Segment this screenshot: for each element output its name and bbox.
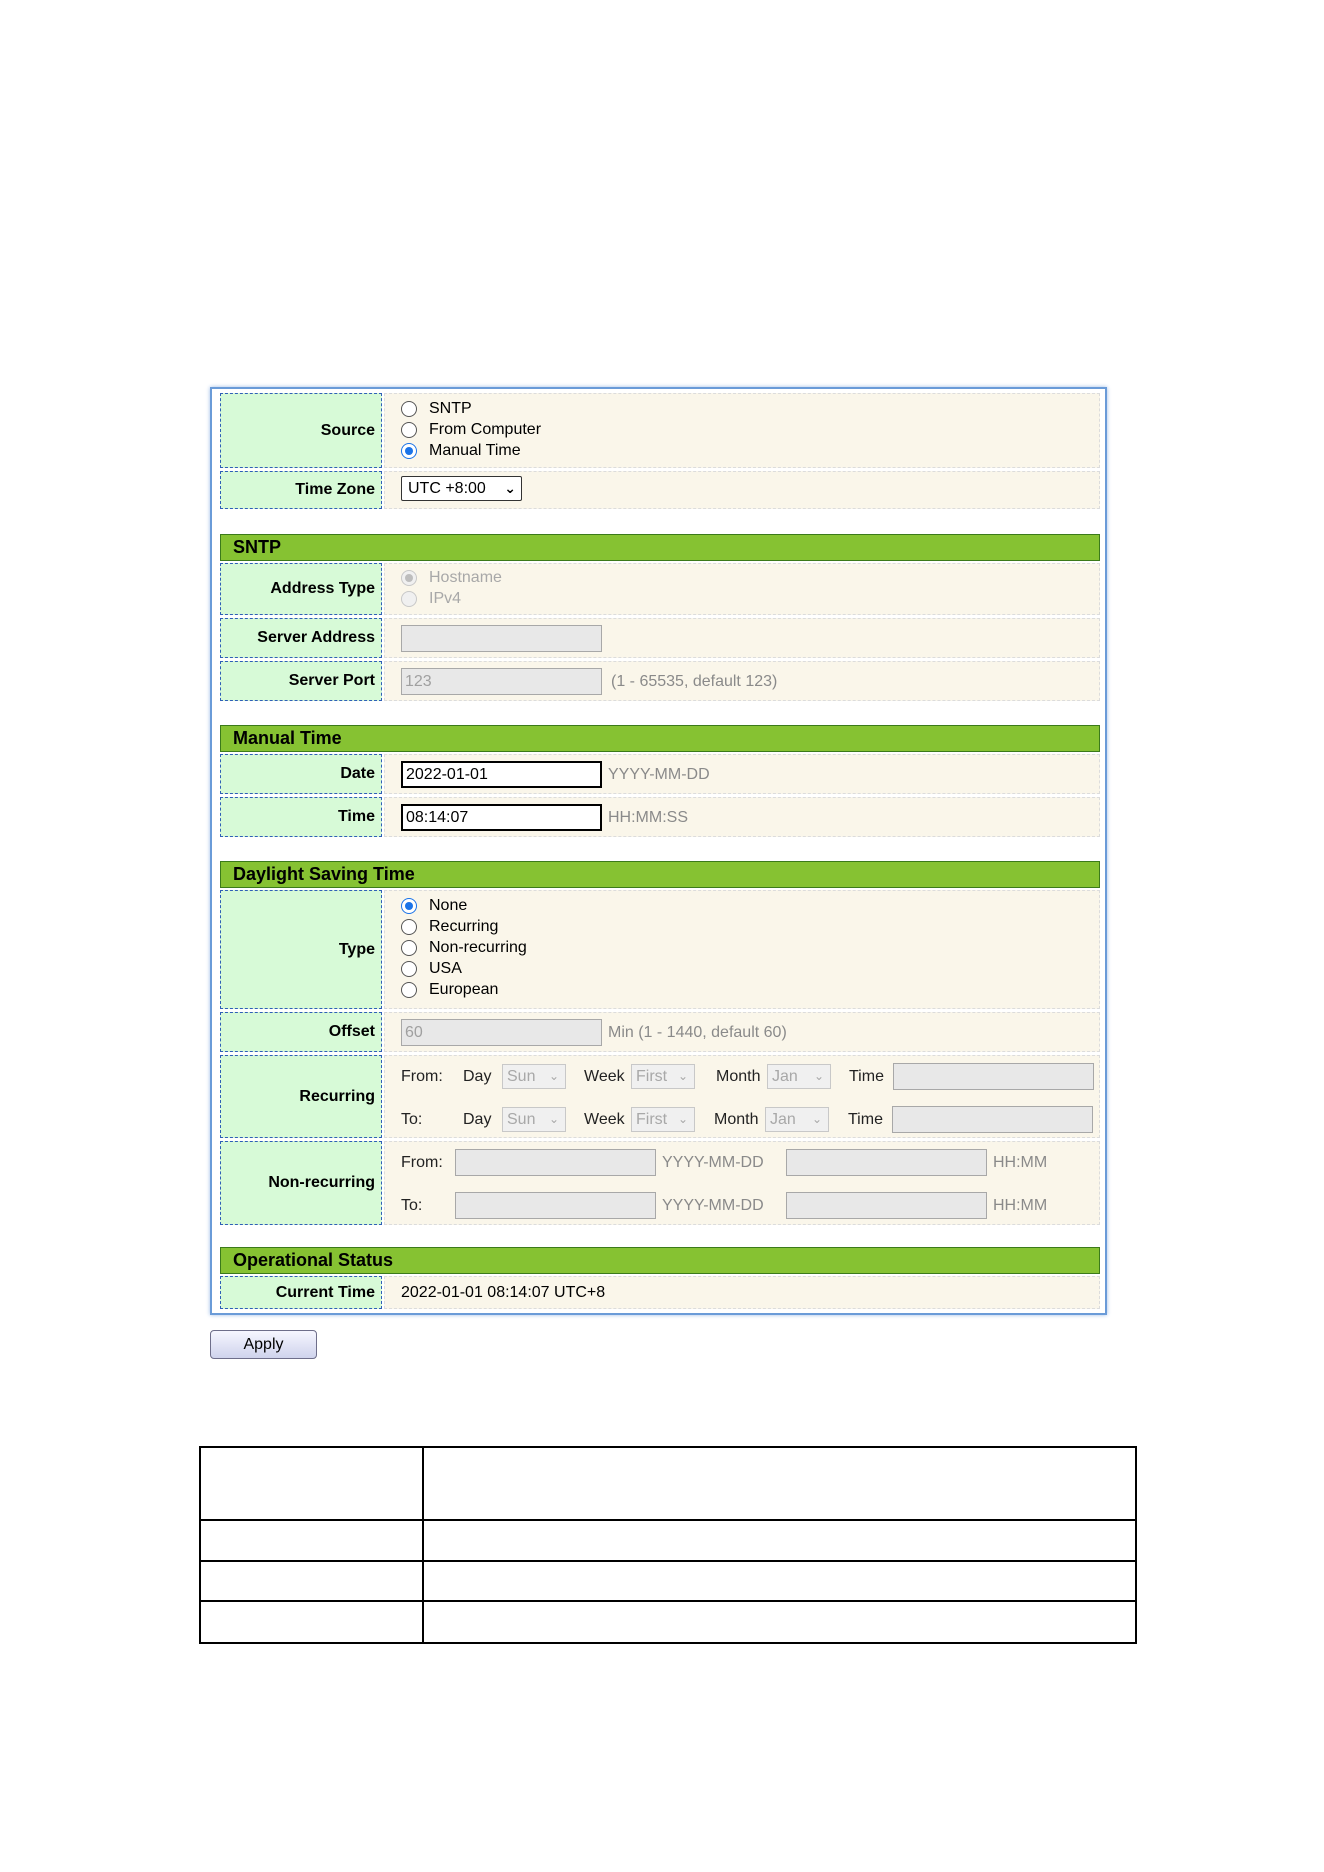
chevron-down-icon: ⌄ [811,1112,822,1126]
server-port-label: Server Port [220,661,382,701]
address-type-radio-hostname[interactable]: Hostname [401,568,502,588]
server-address-input[interactable] [401,625,602,652]
recurring-from-time-input[interactable] [893,1063,1094,1090]
non-recurring-to-label: To: [401,1197,423,1214]
chevron-down-icon: ⌄ [548,1112,559,1126]
date-input[interactable]: 2022-01-01 [401,761,602,788]
table-row [200,1601,1136,1643]
timezone-select[interactable]: UTC +8:00 ⌄ [401,476,522,501]
table-cell [200,1601,423,1643]
current-time-row [220,1276,1100,1309]
recurring-from-week-select[interactable]: First ⌄ [631,1064,695,1089]
source-radio-from-computer[interactable]: From Computer [401,420,541,440]
radio-selected-icon [401,898,417,914]
chevron-down-icon: ⌄ [677,1069,688,1083]
table-cell [200,1561,423,1601]
recurring-to-day-select[interactable]: Sun ⌄ [502,1107,566,1132]
chevron-down-icon: ⌄ [677,1112,688,1126]
radio-selected-icon [401,570,417,586]
non-recurring-from-date-hint: YYYY-MM-DD [662,1154,764,1171]
chevron-down-icon: ⌄ [548,1069,559,1083]
non-recurring-label: Non-recurring [220,1141,382,1225]
dst-radio-recurring[interactable]: Recurring [401,917,498,937]
non-recurring-from-date-input[interactable] [455,1149,656,1176]
radio-icon [401,940,417,956]
radio-icon [401,982,417,998]
date-format-hint: YYYY-MM-DD [608,766,710,783]
server-port-row [220,661,1100,701]
table-cell [423,1520,1136,1561]
non-recurring-to-date-input[interactable] [455,1192,656,1219]
date-label: Date [220,754,382,794]
radio-icon [401,961,417,977]
dst-section-header: Daylight Saving Time [220,861,1100,888]
address-type-row [220,563,1100,615]
parameter-table [199,1446,1137,1644]
source-radio-sntp[interactable]: SNTP [401,399,472,419]
manual-time-section-header: Manual Time [220,725,1100,752]
server-address-label: Server Address [220,618,382,658]
dst-radio-none[interactable]: None [401,896,467,916]
current-time-label: Current Time [220,1276,382,1309]
non-recurring-to-time-hint: HH:MM [993,1197,1048,1214]
non-recurring-to-time-input[interactable] [786,1192,987,1219]
sntp-section-header: SNTP [220,534,1100,561]
dst-type-row [220,890,1100,1009]
offset-label: Offset [220,1012,382,1052]
dst-radio-european[interactable]: European [401,980,498,1000]
table-row [200,1520,1136,1561]
non-recurring-row [220,1141,1100,1225]
time-input[interactable]: 08:14:07 [401,804,602,831]
recurring-label: Recurring [220,1055,382,1138]
recurring-to-week-select[interactable]: First ⌄ [631,1107,695,1132]
offset-hint: Min (1 - 1440, default 60) [608,1024,787,1041]
apply-button[interactable]: Apply [210,1330,317,1359]
recurring-to-month-select[interactable]: Jan ⌄ [765,1107,829,1132]
offset-input[interactable]: 60 [401,1019,602,1046]
source-label: Source [220,393,382,468]
system-time-panel [210,387,1107,1315]
recurring-to-month-label: Month [714,1111,759,1128]
recurring-to-day-label: Day [463,1111,492,1128]
offset-row [220,1012,1100,1052]
non-recurring-from-time-hint: HH:MM [993,1154,1048,1171]
table-row [200,1447,1136,1520]
server-address-row [220,618,1100,658]
source-row [220,393,1100,468]
time-row [220,797,1100,837]
source-content [384,393,1100,468]
server-port-hint: (1 - 65535, default 123) [611,673,778,690]
table-cell [200,1447,423,1520]
recurring-to-time-input[interactable] [892,1106,1093,1133]
operational-status-section-header: Operational Status [220,1247,1100,1274]
source-radio-manual-time[interactable]: Manual Time [401,441,521,461]
non-recurring-to-date-hint: YYYY-MM-DD [662,1197,764,1214]
radio-icon [401,422,417,438]
time-label: Time [220,797,382,837]
recurring-from-month-label: Month [716,1068,761,1085]
recurring-to-label: To: [401,1111,423,1128]
chevron-down-icon: ⌄ [813,1069,824,1083]
chevron-down-icon: ⌄ [504,480,516,496]
time-format-hint: HH:MM:SS [608,809,688,826]
dst-radio-usa[interactable]: USA [401,959,462,979]
recurring-from-month-select[interactable]: Jan ⌄ [767,1064,831,1089]
current-time-value: 2022-01-01 08:14:07 UTC+8 [401,1284,606,1301]
radio-icon [401,919,417,935]
radio-icon [401,591,417,607]
radio-selected-icon [401,443,417,459]
non-recurring-from-label: From: [401,1154,443,1171]
date-row [220,754,1100,794]
server-port-input[interactable]: 123 [401,668,602,695]
radio-icon [401,401,417,417]
recurring-to-time-label: Time [848,1111,883,1128]
timezone-label: Time Zone [220,471,382,509]
address-type-label: Address Type [220,563,382,615]
recurring-from-day-label: Day [463,1068,492,1085]
table-cell [200,1520,423,1561]
timezone-row [220,471,1100,509]
table-row [200,1561,1136,1601]
dst-radio-non-recurring[interactable]: Non-recurring [401,938,527,958]
non-recurring-from-time-input[interactable] [786,1149,987,1176]
recurring-from-week-label: Week [584,1068,625,1085]
recurring-from-day-select[interactable]: Sun ⌄ [502,1064,566,1089]
recurring-to-week-label: Week [584,1111,625,1128]
table-cell [423,1601,1136,1643]
recurring-from-time-label: Time [849,1068,884,1085]
dst-type-label: Type [220,890,382,1009]
address-type-radio-ipv4[interactable]: IPv4 [401,589,461,609]
table-cell [423,1561,1136,1601]
recurring-row [220,1055,1100,1138]
table-cell [423,1447,1136,1520]
recurring-from-label: From: [401,1068,443,1085]
